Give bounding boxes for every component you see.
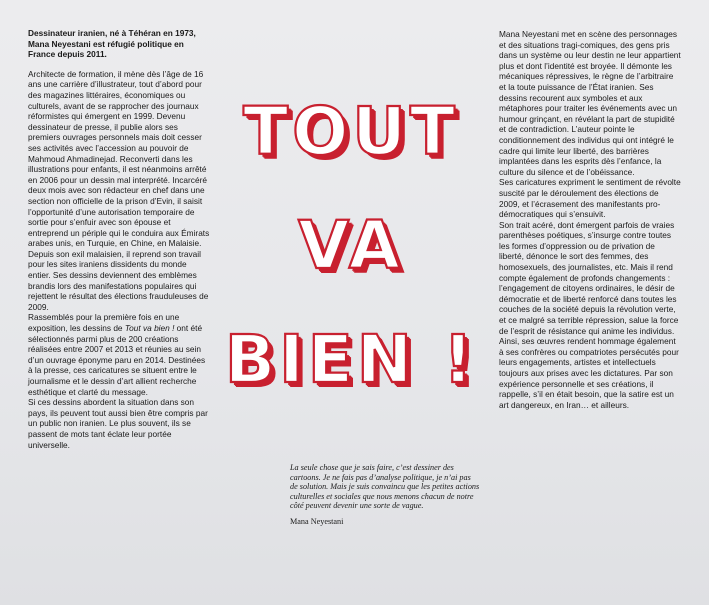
left-paragraph-2: Depuis son exil malaisien, il reprend son travail pour les sites iraniens dissidents du monde entier. Ses dessins deviennent des emblèmes brandis lors des manifestations populaires qui rejettent le résultat des élections frauduleuses de 2009. [28, 248, 209, 312]
left-text-column [28, 28, 210, 450]
quote-text: La seule chose que je sais faire, c’est dessiner des cartoons. Je ne fais pas d’analyse politique, je n’ai pas de solution. Mais je suis convaincu que les petites actions culturelles et sociales que nous menons chacun de notre côté peuvent devenir une sorte de vague. [290, 463, 480, 511]
exhibition-title [212, 82, 490, 410]
left-paragraph-4: Si ces dessins abordent la situation dans son pays, ils peuvent tout aussi bien être compris par un public non iranien. Le plus souvent, ils se passent de mots tant éclate leur portée universelle. [28, 397, 208, 450]
right-text-column [499, 29, 681, 410]
book-title: Tout va bien ! [124, 323, 175, 334]
right-paragraph-3: Son trait acéré, dont émergent parfois de vraies parenthèses poétiques, s’insurge contre toutes les formes d’oppression ou de privation de liberté, dénonce le sort des femmes, des homosexuels, des journalistes, etc. Mais il rend compte également de profonds changements : l’engagement de citoyens ordinaires, le désir de démocratie et de liberté renforcé dans toutes les couches de la société depuis la révolution verte, et ce malgré sa terrible répression, salue la force de l’esprit de résistance qui anime les individus. [499, 219, 679, 336]
quote-author: Mana Neyestani [290, 516, 344, 526]
right-paragraph-4: Ainsi, ses œuvres rendent hommage également à ses confrères ou compatriotes persécutés pour leurs engagements, artistes et intellectuels toujours aux prises avec les dictatures. Par son expérience personnelle et ses créations, il rappelle, s’il en était besoin, que la satire est un art dangereux, en Iran… et ailleurs. [499, 336, 679, 410]
right-paragraph-2: Ses caricatures expriment le sentiment de révolte suscité par le déroulement des élections de 2009, et l’écrasement des manifestants pro-démocratiques qui s’ensuivit. [499, 177, 681, 220]
left-paragraph-3-after: ont été sélectionnés parmi plus de 200 créations réalisées entre 2007 et 2013 et réunies au sein d’un ouvrage éponyme paru en 2014. Destinées à la presse, ces caricatures se situent entre le journalisme et le dessin d’art allient recherche esthétique et clarté du message. [28, 323, 206, 397]
intro-paragraph: Dessinateur iranien, né à Téhéran en 1973, Mana Neyestani est réfugié politique en France depuis 2011. [28, 28, 196, 60]
left-paragraph-3-before: Rassemblés pour la première fois en une exposition, les dessins de [28, 312, 180, 334]
left-paragraph-3 [28, 312, 210, 397]
left-paragraph-1: Architecte de formation, il mène dès l’âge de 16 ans une carrière d’illustrateur, tout d’abord pour des magazines littéraires, économiques ou culturels, avant de se rapprocher des journaux réformistes qui émergent en 1999. Devenu dessinateur de presse, il publie alors ses premiers ouvrages personnels mais doit cesser ses activités avec l’accession au pouvoir de Mahmoud Ahmadinejad. Reconverti dans les illustrations pour enfants, il est néanmoins arrêté en 2006 pour un dessin mal interprété. Incarcéré deux mois avec son rédacteur en chef dans une section non officielle de la prison d’Evin, il saisit l’opportunité d’une autorisation temporaire de sortie pour s’enfuir avec son épouse et entreprend un périple qui le conduira aux Émirats arabes unis, en Turquie, en Chine, en Malaisie. [28, 68, 210, 249]
title-line-1: TOUT [243, 93, 459, 170]
title-line-2: VA [298, 207, 404, 284]
artist-quote [290, 463, 480, 527]
title-line-3: BIEN ! [224, 321, 478, 398]
right-paragraph-1: Mana Neyestani met en scène des personnages et des situations tragi-comiques, des gens pris dans un système ou leur destin ne leur appartient plus et dont l’identité est broyée. Il démonte les mécaniques répressives, le règne de l’arbitraire et la toute puissance de l’État iranien. Ses dessins recourent aux symboles et aux métaphores pour traiter les événements avec un humour grinçant, en révélant la part de stupidité et de contradiction. L’auteur pointe le conditionnement des individus qui ont intégré le cadre qui limite leur liberté, des barrières implantées dans les esprits dès l’enfance, la culture du silence et de l’obéissance. [499, 29, 681, 177]
